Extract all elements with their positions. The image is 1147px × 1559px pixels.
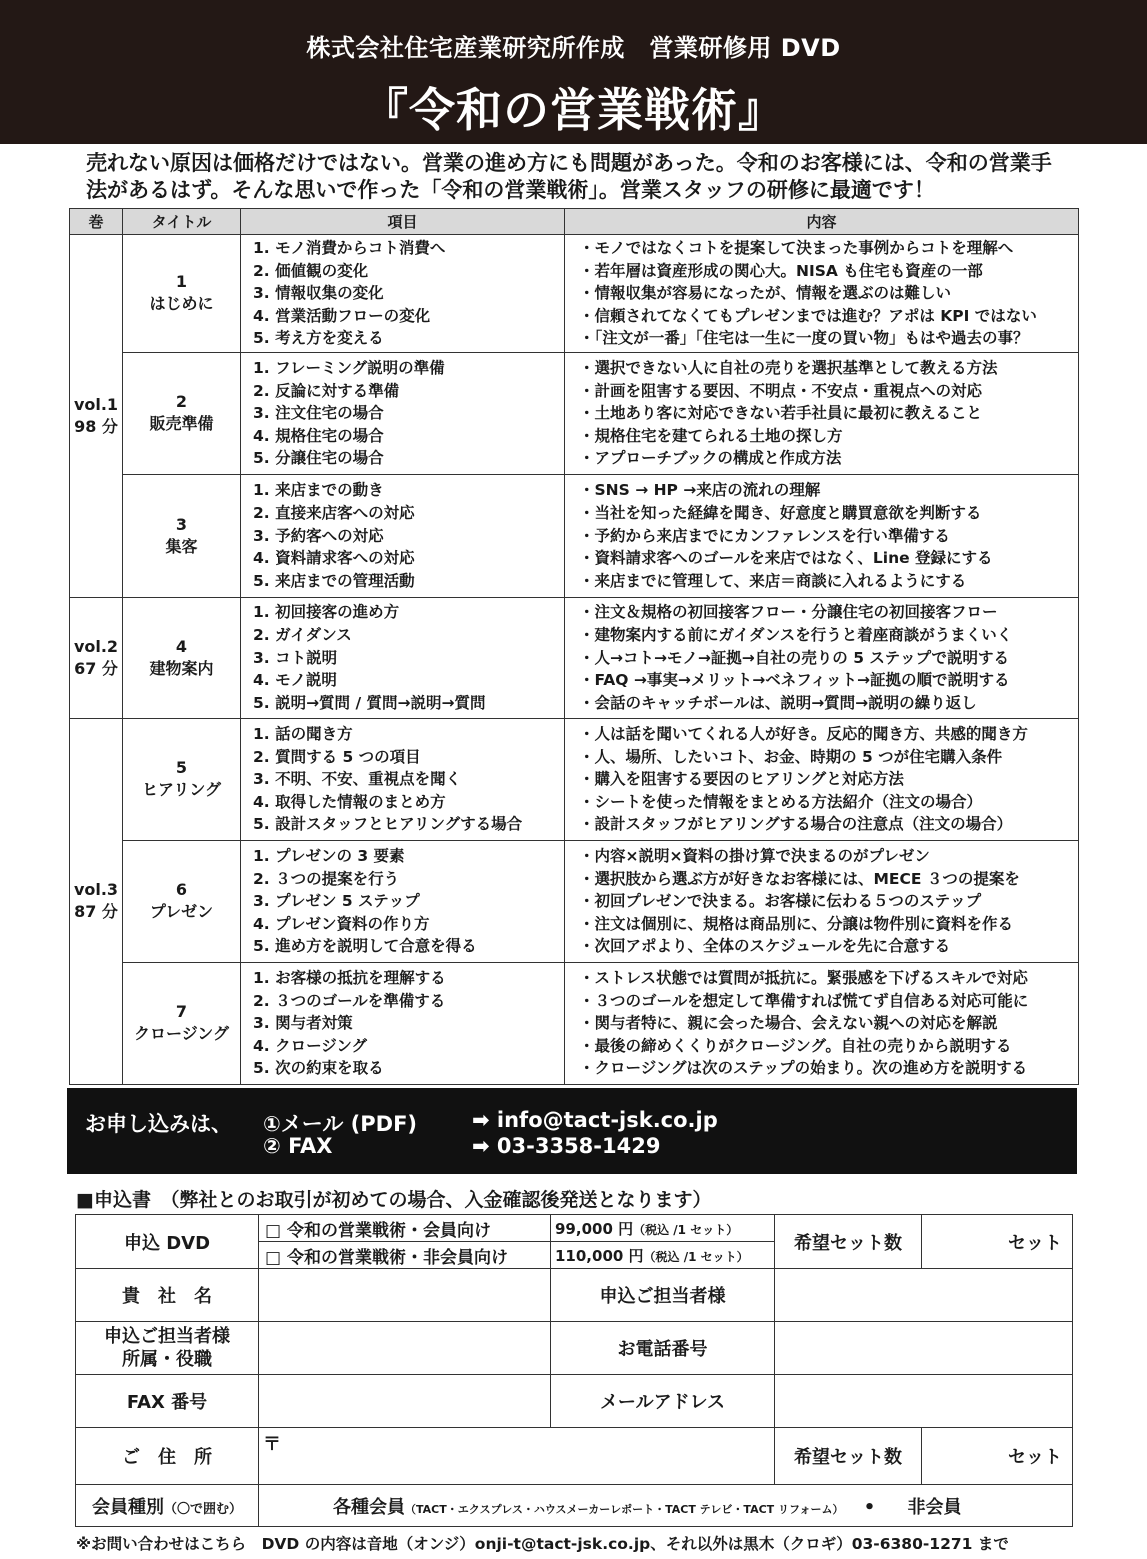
item-line: 2. ３つの提案を行う [253, 869, 400, 888]
volume-name: vol.1 [73, 394, 119, 414]
table-row [70, 962, 1079, 1084]
chapter-cell [123, 962, 241, 1084]
content-line: ・情報収集が容易になったが、情報を選ぶのは難しい [579, 284, 952, 303]
content-line: ・選択肢から選ぶ方が好きなお客様には、MECE ３つの提案を [579, 869, 1020, 888]
items-cell [241, 352, 565, 474]
dvd-label: 申込 DVD [76, 1215, 259, 1269]
content-line: ・人、場所、したいコト、お金、時期の 5 つが住宅購入条件 [579, 747, 1003, 766]
content-line: ・設計スタッフがヒアリングする場合の注意点（注文の場合） [579, 815, 1013, 834]
apply-email-address[interactable]: ➡ info@tact-jsk.co.jp [472, 1108, 718, 1132]
item-line: 2. ガイダンス [253, 626, 352, 645]
item-line: 3. 注文住宅の場合 [253, 404, 384, 423]
content-line: ・人→コト→モノ→証拠→自社の売りの 5 ステップで説明する [579, 648, 1010, 667]
nonmember-option: 非会員 [907, 1496, 962, 1518]
content-line: ・クロージングは次のステップの始まり。次の進め方を説明する [579, 1059, 1028, 1078]
content-line: ・関与者特に、親に会った場合、会えない親への対応を解説 [579, 1014, 998, 1033]
items-cell [241, 474, 565, 597]
set-count-label: 希望セット数 [775, 1215, 922, 1269]
chapter-cell [123, 840, 241, 962]
header-volume: 巻 [70, 209, 123, 235]
chapter-number: 6 [175, 880, 188, 900]
content-line: ・ストレス状態では質問が抵抗に。緊張感を下げるスキルで対応 [579, 968, 1028, 987]
item-line: 3. 情報収集の変化 [253, 284, 384, 303]
page-title: 『令和の営業戦術』 [362, 83, 785, 137]
item-line: 5. 来店までの管理活動 [253, 571, 415, 590]
member-option-note: （TACT・エクスプレス・ハウスメーカーレポート・TACT テレビ・TACT リフォーム） [405, 1502, 844, 1516]
item-line: 4. モノ説明 [253, 671, 337, 690]
table-row [70, 352, 1079, 474]
content-line: ・注文は個別に、規格は商品別に、分譲は物件別に資料を作る [579, 914, 1014, 933]
footer-contact: ※お問い合わせはこちら DVD の内容は音地（オンジ）onji-t@tact-jsk.co.jp、それ以外は黒木（クロギ）03-6380-1271 まで [76, 1535, 1009, 1553]
content-line: ・「注文が一番」「住宅は一生に一度の買い物」もはや過去の事？ [579, 329, 1029, 348]
header-subtitle: 株式会社住宅産業研究所作成 営業研修用 DVD [306, 34, 841, 62]
item-line: 5. 次の約束を取る [253, 1059, 384, 1078]
curriculum-table [69, 208, 1079, 1085]
dept-label [76, 1322, 259, 1375]
member-type-text: 会員種別 [91, 1496, 164, 1518]
item-line: 4. クロージング [253, 1036, 368, 1055]
fax-label: FAX 番号 [76, 1375, 259, 1428]
chapter-number: 5 [175, 758, 188, 778]
volume-duration: 98 分 [74, 416, 118, 436]
item-line: 1. プレゼンの 3 要素 [253, 846, 405, 865]
content-line: ・SNS → HP →来店の流れの理解 [579, 481, 821, 500]
chapter-cell [123, 597, 241, 718]
chapter-number: 1 [175, 272, 188, 292]
postal-mark: 〒 [263, 1434, 281, 1455]
volume-name: vol.3 [73, 880, 119, 900]
contents-cell [565, 597, 1079, 718]
member-bullet: • [863, 1496, 876, 1518]
content-line: ・FAQ →事実→メリット→ベネフィット→証拠の順で説明する [579, 671, 1010, 690]
items-cell [241, 840, 565, 962]
chapter-title: 販売準備 [149, 414, 214, 434]
item-line: 3. コト説明 [253, 648, 338, 667]
fax-field[interactable] [259, 1375, 551, 1428]
items-cell [241, 962, 565, 1084]
set-unit: セット [1008, 1232, 1062, 1254]
member-type-note: （〇で囲む） [163, 1501, 242, 1517]
item-line: 3. 関与者対策 [253, 1014, 353, 1033]
chapter-title: はじめに [149, 294, 214, 314]
member-type-label [76, 1485, 259, 1527]
header-title: タイトル [123, 209, 241, 235]
content-line: ・シートを使った情報をまとめる方法紹介（注文の場合） [579, 792, 983, 811]
content-line: ・初回プレゼンで決まる。お客様に伝わる５つのステップ [579, 892, 982, 911]
content-line: ・若年層は資産形成の関心大。NISA も住宅も資産の一部 [579, 261, 983, 280]
email-field[interactable] [775, 1375, 1073, 1428]
application-form [75, 1214, 1073, 1527]
item-line: 3. 不明、不安、重視点を聞く [253, 770, 462, 789]
dvd-option-nonmember[interactable]: □ 令和の営業戦術・非会員向け [259, 1242, 551, 1269]
header-items: 項目 [241, 209, 565, 235]
person-field[interactable] [775, 1269, 1073, 1322]
address-field[interactable] [259, 1428, 775, 1485]
contents-cell [565, 352, 1079, 474]
price-value: 110,000 円 [555, 1246, 644, 1265]
content-line: ・規格住宅を建てられる土地の探し方 [579, 426, 843, 445]
content-line: ・選択できない人に自社の売りを選択基準として教える方法 [579, 358, 998, 377]
item-line: 2. 反論に対する準備 [253, 381, 400, 400]
chapter-cell [123, 474, 241, 597]
item-line: 5. 設計スタッフとヒアリングする場合 [253, 815, 523, 834]
content-line: ・土地あり客に対応できない若手社員に最初に教えること [579, 404, 983, 423]
content-line: ・会話のキャッチボールは、説明→質問→説明の繰り返し [579, 693, 977, 712]
items-cell [241, 597, 565, 718]
item-line: 4. 営業活動フローの変化 [253, 306, 431, 325]
item-line: 2. 価値観の変化 [253, 261, 369, 280]
items-cell [241, 718, 565, 840]
price-note: （税込 /1 セット） [633, 1222, 739, 1237]
contents-cell [565, 718, 1079, 840]
contents-cell [565, 474, 1079, 597]
chapter-title: クロージング [134, 1024, 229, 1044]
price-member [551, 1215, 775, 1242]
item-line: 5. 説明→質問 / 質問→説明→質問 [253, 693, 486, 712]
set-count-field[interactable] [922, 1215, 1073, 1269]
apply-method-email: ①メール (PDF) [263, 1112, 418, 1136]
content-line: ・内容×説明×資料の掛け算で決まるのがプレゼン [579, 846, 930, 865]
content-line: ・建物案内する前にガイダンスを行うと着座商談がうまくいく [579, 626, 1013, 645]
chapter-cell [123, 235, 241, 353]
table-row [70, 597, 1079, 718]
contents-cell [565, 235, 1079, 353]
item-line: 5. 考え方を変える [253, 329, 384, 348]
content-line: ・信頼されてなくてもプレゼンまでは進む？アポは KPI ではない [579, 306, 1037, 325]
volume-cell [70, 718, 123, 1084]
price-value: 99,000 円 [555, 1219, 634, 1238]
item-line: 1. フレーミング説明の準備 [253, 358, 445, 377]
dept-label-line: 所属・役職 [122, 1349, 212, 1370]
item-line: 3. 予約客への対応 [253, 526, 384, 545]
address-label: ご 住 所 [76, 1428, 259, 1485]
item-line: 2. 質問する 5 つの項目 [253, 747, 421, 766]
price-note: （税込 /1 セット） [643, 1249, 749, 1264]
item-line: 4. プレゼン資料の作り方 [253, 914, 430, 933]
chapter-number: 3 [175, 514, 188, 534]
contents-cell [565, 962, 1079, 1084]
item-line: 1. モノ消費からコト消費へ [253, 239, 446, 257]
content-line: ・資料請求客へのゴールを来店ではなく、Line 登録にする [579, 549, 993, 568]
intro-text [86, 150, 1086, 204]
header-contents: 内容 [565, 209, 1079, 235]
item-line: 5. 進め方を説明して合意を得る [253, 937, 477, 956]
set-count-label-2: 希望セット数 [775, 1428, 922, 1485]
chapter-number: 2 [175, 392, 188, 412]
form-title: ■申込書 （弊社とのお取引が初めての場合、入金確認後発送となります） [76, 1189, 712, 1211]
content-line: ・予約から来店までにカンファレンスを行い準備する [579, 526, 950, 545]
apply-method-fax: ② FAX [263, 1134, 333, 1158]
content-line: ・購入を阻害する要因のヒアリングと対応方法 [579, 770, 904, 789]
content-line: ・来店までに管理して、来店＝商談に入れるようにする [579, 571, 967, 590]
table-row [70, 718, 1079, 840]
item-line: 3. プレゼン 5 ステップ [253, 892, 420, 911]
content-line: ・人は話を聞いてくれる人が好き。反応的聞き方、共感的聞き方 [579, 724, 1028, 743]
set-unit: セット [1008, 1447, 1062, 1468]
member-option: 各種会員 [333, 1496, 405, 1518]
dvd-option-member[interactable]: □ 令和の営業戦術・会員向け [259, 1215, 551, 1242]
intro-line: 法があるはず。そんな思いで作った「令和の営業戦術」。営業スタッフの研修に最適です！ [86, 178, 935, 202]
chapter-title: 建物案内 [149, 658, 214, 678]
header-banner [0, 0, 1147, 144]
item-line: 2. ３つのゴールを準備する [253, 991, 446, 1010]
chapter-cell [123, 352, 241, 474]
phone-field[interactable] [775, 1322, 1073, 1375]
contents-cell [565, 840, 1079, 962]
item-line: 4. 資料請求客への対応 [253, 549, 415, 568]
content-line: ・注文＆規格の初回接客フロー・分譲住宅の初回接客フロー [579, 603, 998, 622]
apply-lead: お申し込みは、 [85, 1112, 232, 1136]
intro-line: 売れない原因は価格だけではない。営業の進め方にも問題があった。令和のお客様には、令和の営業手 [86, 151, 1052, 175]
person-label: 申込ご担当者様 [551, 1269, 775, 1322]
table-row [70, 235, 1079, 353]
volume-cell [70, 597, 123, 718]
company-label: 貴 社 名 [76, 1269, 259, 1322]
chapter-title: ヒアリング [141, 780, 222, 800]
price-nonmember [551, 1242, 775, 1269]
content-line: ・次回アポより、全体のスケジュールを先に合意する [579, 937, 951, 956]
content-line: ・３つのゴールを想定して準備すれば慌てず自信ある対応可能に [579, 991, 1029, 1010]
table-row [70, 840, 1079, 962]
content-line: ・当社を知った経緯を聞き、好意度と購買意欲を判断する [579, 504, 982, 523]
content-line: ・最後の締めくくりがクロージング。自社の売りから説明する [579, 1036, 1012, 1055]
volume-duration: 87 分 [74, 902, 118, 922]
chapter-number: 4 [175, 636, 188, 656]
volume-cell [70, 235, 123, 598]
content-line: ・モノではなくコトを提案して決まった事例からコトを理解へ [579, 239, 1014, 257]
volume-name: vol.2 [73, 636, 119, 656]
item-line: 4. 取得した情報のまとめ方 [253, 792, 446, 811]
chapter-number: 7 [175, 1002, 188, 1022]
item-line: 1. 来店までの動き [253, 481, 384, 500]
item-line: 5. 分譲住宅の場合 [253, 449, 384, 468]
member-type-options[interactable] [259, 1485, 1073, 1527]
application-banner [67, 1088, 1077, 1174]
phone-label: お電話番号 [551, 1322, 775, 1375]
chapter-title: プレゼン [149, 902, 214, 922]
volume-duration: 67 分 [74, 658, 118, 678]
content-line: ・アプローチブックの構成と作成方法 [579, 449, 842, 468]
chapter-cell [123, 718, 241, 840]
set-count-field-2[interactable] [922, 1428, 1073, 1485]
item-line: 1. 初回接客の進め方 [253, 603, 400, 622]
items-cell [241, 235, 565, 353]
item-line: 1. 話の聞き方 [253, 724, 353, 743]
chapter-title: 集客 [165, 536, 198, 556]
company-field[interactable] [259, 1269, 551, 1322]
item-line: 4. 規格住宅の場合 [253, 426, 384, 445]
item-line: 2. 直接来店客への対応 [253, 504, 415, 523]
table-row [70, 474, 1079, 597]
content-line: ・計画を阻害する要因、不明点・不安点・重視点への対応 [579, 381, 983, 400]
email-label: メールアドレス [551, 1375, 775, 1428]
apply-fax-number: ➡ 03-3358-1429 [472, 1134, 661, 1158]
dept-label-line: 申込ご担当者様 [104, 1326, 230, 1347]
item-line: 1. お客様の抵抗を理解する [253, 968, 446, 987]
dept-field[interactable] [259, 1322, 551, 1375]
